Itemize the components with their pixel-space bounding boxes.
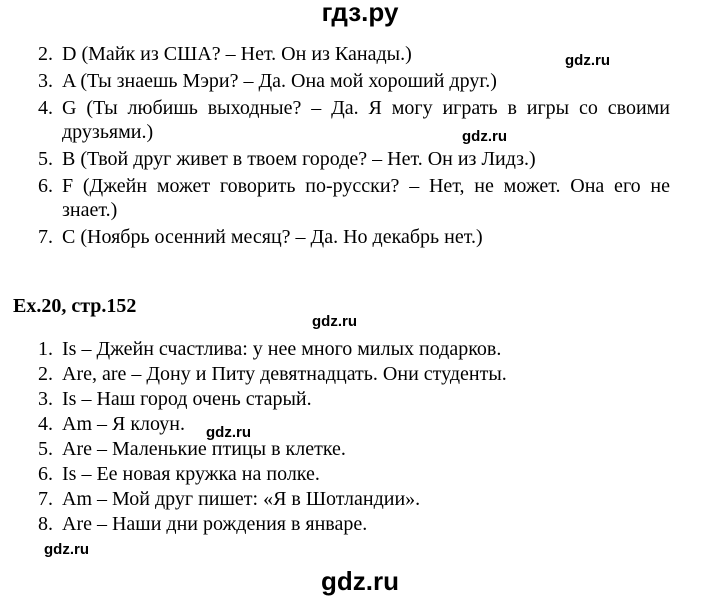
watermark: gdz.ru <box>565 52 610 69</box>
list-item-number: 7. <box>38 226 53 248</box>
list-item-number: 1. <box>38 338 53 360</box>
list-item-text: Am – Я клоун. <box>62 413 185 435</box>
list-item-number: 4. <box>38 413 53 435</box>
exercise-heading: Ex.20, стр.152 <box>13 295 137 317</box>
list-item-number: 3. <box>38 388 53 410</box>
list-item-number: 6. <box>38 175 53 197</box>
list-item-text: A (Ты знаешь Мэри? – Да. Она мой хороший друг.) <box>62 70 497 92</box>
list-item-number: 6. <box>38 463 53 485</box>
watermark: gdz.ru <box>462 128 507 145</box>
list-item-text-continuation: друзьями.) <box>62 121 154 143</box>
list-item-number: 5. <box>38 148 53 170</box>
list-item-text: G (Ты любишь выходные? – Да. Я могу играть в игры со своими <box>62 97 670 119</box>
list-item-text: D (Майк из США? – Нет. Он из Канады.) <box>62 43 412 65</box>
list-item-number: 5. <box>38 438 53 460</box>
list-item-number: 2. <box>38 363 53 385</box>
site-footer-title: gdz.ru <box>321 566 399 596</box>
list-item-text: Are – Наши дни рождения в январе. <box>62 513 368 535</box>
list-item-text: Is – Наш город очень старый. <box>62 388 312 410</box>
watermark: gdz.ru <box>206 424 251 441</box>
list-item-text: C (Ноябрь осенний месяц? – Да. Но декабрь нет.) <box>62 226 483 248</box>
list-item-text: B (Твой друг живет в твоем городе? – Нет. Он из Лидз.) <box>62 148 536 170</box>
list-item-text: Is – Джейн счастлива: у нее много милых подарков. <box>62 338 502 360</box>
list-item-text: Am – Мой друг пишет: «Я в Шотландии». <box>62 488 421 510</box>
watermark: gdz.ru <box>44 541 89 558</box>
list-item-text: Are – Маленькие птицы в клетке. <box>62 438 346 460</box>
list-item-text: Is – Ее новая кружка на полке. <box>62 463 320 485</box>
list-item-text-continuation: знает.) <box>62 199 118 221</box>
watermark: gdz.ru <box>312 313 357 330</box>
list-item-number: 7. <box>38 488 53 510</box>
list-item-number: 8. <box>38 513 53 535</box>
site-header-title: гдз.ру <box>321 0 399 27</box>
list-item-number: 3. <box>38 70 53 92</box>
list-item-text: Are, are – Дону и Питу девятнадцать. Они студенты. <box>62 363 507 385</box>
list-item-number: 4. <box>38 97 53 119</box>
list-item-text: F (Джейн может говорить по-русски? – Нет, не может. Она его не <box>62 175 670 197</box>
list-item-number: 2. <box>38 43 53 65</box>
